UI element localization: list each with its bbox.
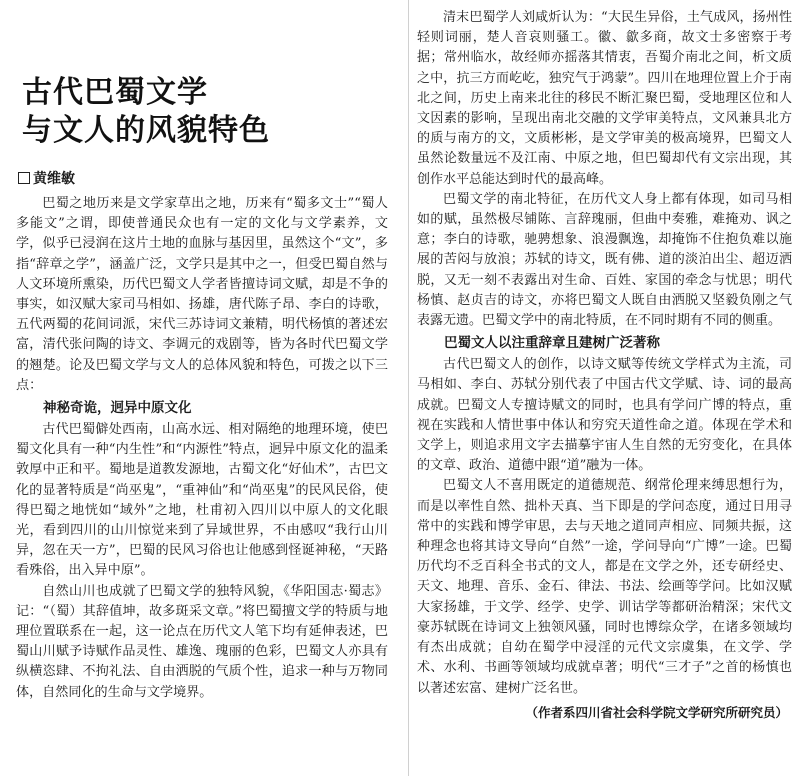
section-2-paragraph-2: 巴蜀文人不喜用既定的道德规范、纲常伦理来缚思想行为，而是以率性自然、拙朴天真、当下即是的学问态度，通过日用寻常中的实践和博学审思，去与天地之道同声相应、同频共振，这种理念也将其诗文导向“自然”一途，学问导向“广博”一途。巴蜀历代均不乏百科全书式的文人，都是在文学之外，还专研经史、天文、地理、音乐、金石、律法、书法、绘画等学问。比如汉赋大家扬雄，于文学、经学、史学、训诂学等都研治精深；宋代文豪苏轼既在诗词文上独领风骚，同时也博综众学，在诸多领域均有杰出成就；自幼在蜀学中浸淫的元代文宗虞集，在文学、学术、水利、书画等领域均成就卓著；明代“三才子”之首的杨慎也以著述宏富、建树广泛名世。: [417, 478, 792, 696]
title-line-1: 古代巴蜀文学: [22, 75, 208, 110]
right-paragraph-1: 清末巴蜀学人刘咸炘认为：“大民生异俗，土气成风，扬州性轻则词丽，楚人音哀则骚工。徽、歙多商，故文士多密察于考据；常州临水，故经师亦摇落其情衷，吾蜀介南北之间，析文质之中，抗三方而屹屹，独究气于鸿蒙”。四川在地理位置上介于南北之间，历史上南来北往的移民不断汇聚巴蜀，受地理区位和人文因素的影响，呈现出南北交融的文学审美特点，文风兼具北方的质与南方的文，文质彬彬，是文学审美的极高境界，巴蜀文人虽然论数量远不及江南、中原之地，但巴蜀却代有文宗出现，其创作水平总能达到时代的最高峰。: [417, 10, 792, 187]
intro-paragraph: 巴蜀之地历来是文学家草出之地，历来有“蜀多文士”“蜀人多能文”之谓，即使普通民众也有一定的文化与文学素养，文学，似乎已浸润在这片土地的血脉与基因里，虽然这个“文”，多指“辞章之学”，涵盖广泛，文学只是其中之一，但受巴蜀自然与人文环境所熏染，历代巴蜀文人学者皆擅诗词文赋，却是不争的事实，如汉赋大家司马相如、扬雄，唐代陈子昂、李白的诗歌，五代两蜀的花间词派，宋代三苏诗词文兼精，明代杨慎的著述宏富，清代张问陶的诗文、李调元的戏剧等，皆为各时代巴蜀文学的翘楚。论及巴蜀文学与文人的总体风貌和特色，可拨之以下三点：: [16, 196, 388, 393]
right-column: [408, 0, 800, 776]
section-1-paragraph-1: 古代巴蜀僻处西南，山高水远、相对隔绝的地理环境，使巴蜀文化具有一种“内生性”和“内源性”特点，迥异中原文化的温柔敦厚中正和平。蜀地是道教发源地，古蜀文化“好仙术”，古巴文化的显著特质是“尚巫鬼”，“重神仙”和“尚巫鬼”的民风民俗，使得巴蜀之地恍如“域外”之地，杜甫初入四川以中原人的文化眼光，看到四川的山川惊觉来到了异域世界，不由感叹“我行山川异，忽在天一方”，巴蜀的民风习俗也让他感到怪诞神秘，“天路看殊俗，出入异中原”。: [16, 422, 388, 579]
author-note: （作者系四川省社会科学院文学研究所研究员）: [525, 704, 788, 720]
byline-box-icon: [18, 172, 30, 184]
section-1-paragraph-2: 自然山川也成就了巴蜀文学的独特风貌，《华阳国志·蜀志》记：“（蜀）其辞值坤，故多斑采文章。”将巴蜀擅文学的特质与地理位置联系在一起，这一论点在历代文人笔下均有延伸表述，巴蜀山川赋予诗赋作品灵性、雄逸、瑰丽的色彩，巴蜀文人亦具有纵横恣肆、不拘礼法、自由洒脱的气质个性，追求一种与万物同体，自然同化的生命与文学境界。: [16, 583, 388, 700]
author-byline: [18, 168, 388, 188]
author-name: 黄维敏: [33, 171, 75, 187]
section-1-heading: 神秘奇诡，迥异中原文化: [43, 400, 192, 417]
article-title: [22, 74, 388, 150]
section-2-heading: 巴蜀文人以注重辞章且建树广泛著称: [444, 335, 660, 352]
right-paragraph-2: 巴蜀文学的南北特征，在历代文人身上都有体现，如司马相如的赋，虽然极尽铺陈、言辞瑰丽，但曲中奏雅，难掩劝、讽之意；李白的诗歌，驰骋想象、浪漫飘逸，却掩饰不住抱负难以施展的苦闷与放浪；苏轼的诗文，既有佛、道的淡泊出尘、超迈洒脱，又无一刻不表露出对生命、百姓、家国的牵念与忧思；明代杨慎、赵贞吉的诗文，亦将巴蜀文人既自由洒脱又坚毅负刚之气表露无遗。巴蜀文学中的南北特质，在不同时期有不同的侧重。: [417, 191, 792, 329]
title-line-2: 与文人的风貌特色: [22, 113, 270, 148]
section-2-paragraph-1: 古代巴蜀文人的创作，以诗文赋等传统文学样式为主流，司马相如、李白、苏轼分别代表了中国古代文学赋、诗、词的最高成就。巴蜀文人专擅诗赋文的同时，也具有学问广博的特点，重视在实践和人情世事中体认和穷究天道性命之道。体现在学术和文学上，则追求用文字去描摹宇宙人生自然的无穷变化，在具体的文章、政治、道德中跟“道”融为一体。: [417, 357, 792, 474]
